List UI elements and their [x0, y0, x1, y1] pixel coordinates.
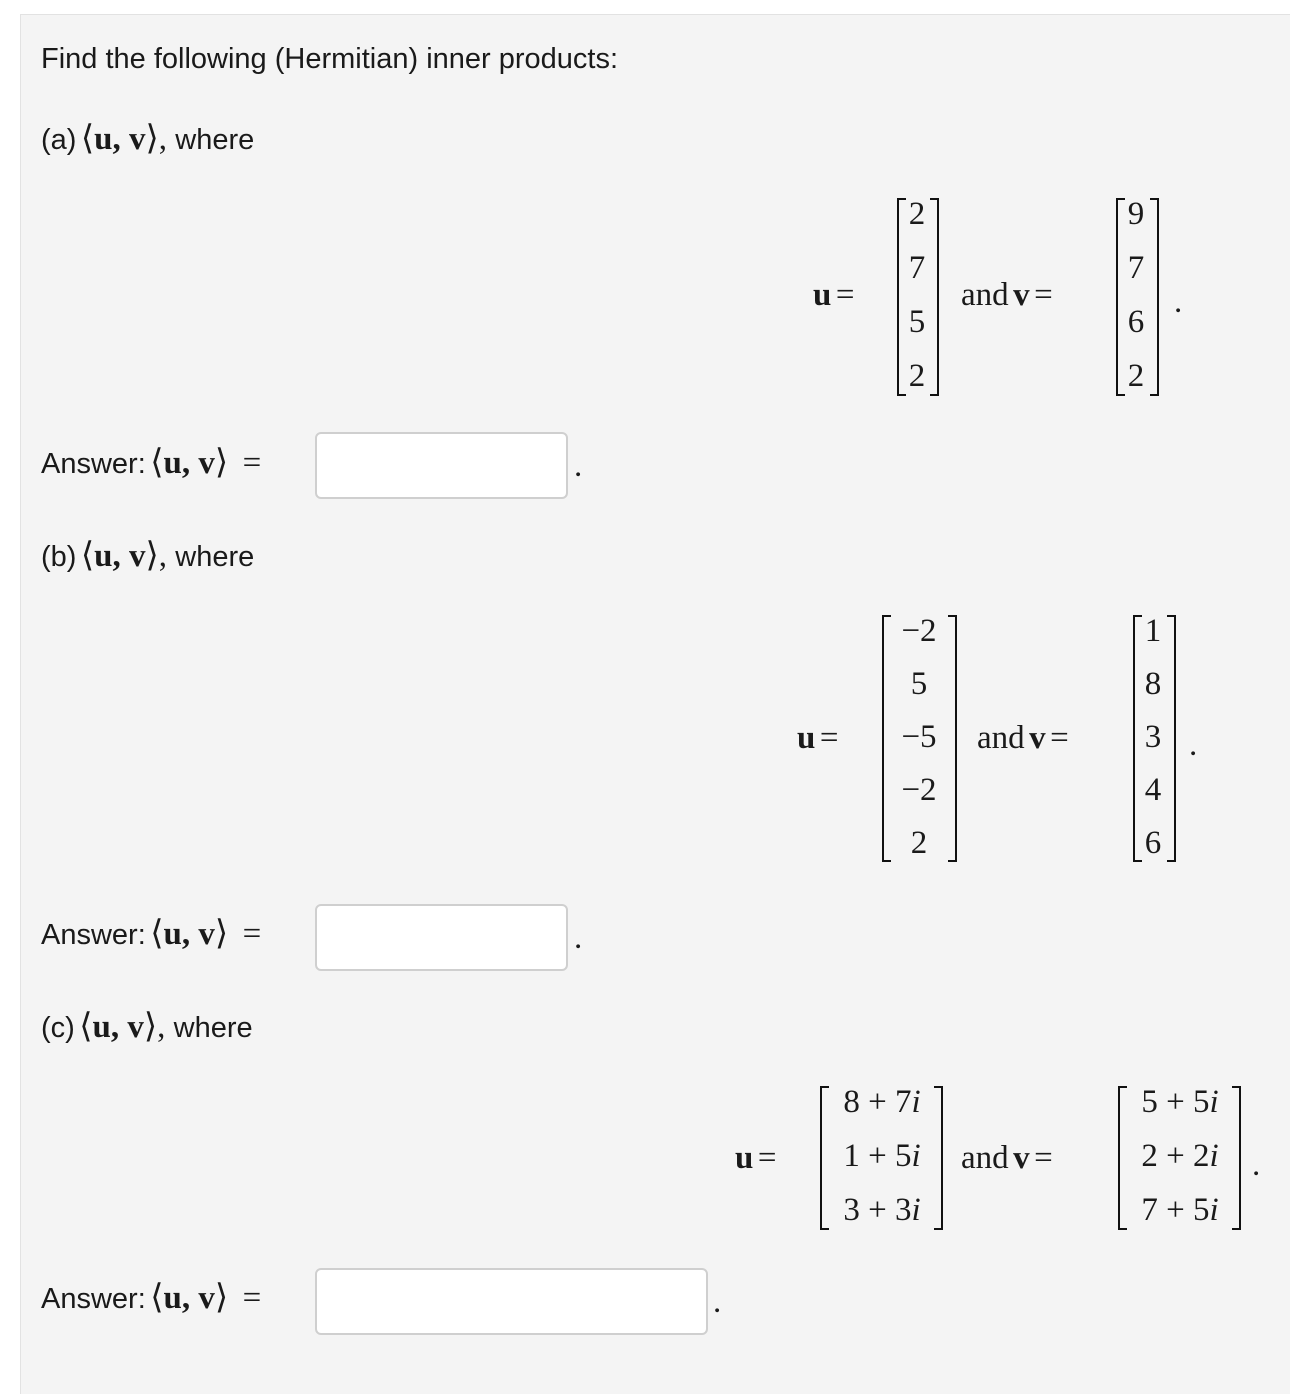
answer-text: Answer:: [41, 919, 146, 951]
vector-entry: 3: [1144, 719, 1162, 755]
bracket-right: [1232, 1086, 1241, 1230]
equals-sign: =: [835, 277, 855, 313]
comma-symbol: ,: [181, 1280, 199, 1316]
period: .: [574, 920, 583, 956]
part-label: (c): [41, 1012, 75, 1044]
left-angle-symbol: ⟨: [80, 118, 95, 158]
question-panel: [20, 14, 1290, 1394]
part-b-heading: [41, 535, 254, 575]
bracket-right: [948, 615, 957, 862]
u-symbol: u: [163, 445, 182, 481]
plus-sign: +: [1166, 1192, 1185, 1228]
vector-entry: 6: [1127, 304, 1145, 340]
comma-symbol: ,: [158, 538, 176, 574]
v-symbol: v: [1013, 277, 1030, 313]
right-angle-symbol: ⟩: [214, 1277, 229, 1317]
equals-sign: =: [819, 720, 839, 756]
answer-text: Answer:: [41, 448, 146, 480]
real-part: 1: [843, 1138, 860, 1174]
equals-sign: =: [242, 1280, 262, 1316]
right-angle-symbol: ⟩: [145, 118, 159, 158]
part-c-heading: [41, 1006, 253, 1046]
real-part: 7: [1141, 1192, 1158, 1228]
vector-entry: −2: [901, 772, 937, 808]
imag-unit: i: [911, 1084, 921, 1120]
and-text: and: [961, 1140, 1009, 1176]
vector-entry: 7: [1127, 250, 1145, 286]
vector-entry: [1124, 1140, 1236, 1173]
comma-symbol: ,: [112, 538, 130, 574]
imag-coefficient: 2: [1192, 1138, 1210, 1174]
left-angle-symbol: ⟨: [150, 1277, 164, 1317]
vector-entry: 2: [1127, 358, 1145, 394]
answer-label-c: [41, 1277, 261, 1317]
u-symbol: u: [735, 1140, 754, 1176]
u-equals: [813, 277, 854, 314]
right-angle-symbol: ⟩: [145, 535, 159, 575]
vector-entry: 2: [910, 825, 928, 861]
right-angle-symbol: ⟩: [143, 1006, 158, 1046]
v-symbol: v: [1029, 720, 1046, 756]
vector-entry: −2: [901, 613, 937, 649]
u-equals: [797, 720, 838, 757]
imag-unit: i: [911, 1138, 921, 1174]
vector-entry: 8: [1144, 666, 1162, 702]
u-symbol: u: [92, 1009, 111, 1045]
answer-text: Answer:: [41, 1283, 146, 1315]
vector-entry: 5: [910, 666, 928, 702]
vector-entry: [1124, 1086, 1236, 1119]
and-text: and: [977, 720, 1025, 756]
equals-sign: =: [757, 1140, 777, 1176]
and-text: and: [961, 277, 1009, 313]
real-part: 2: [1141, 1138, 1158, 1174]
period: .: [574, 448, 583, 484]
vector-entry: 2: [908, 196, 926, 232]
and-v-equals: [961, 1140, 1053, 1177]
imag-unit: i: [1209, 1138, 1219, 1174]
vector-entry: 1: [1144, 613, 1162, 649]
bracket-right: [930, 198, 939, 396]
imag-coefficient: 5: [1192, 1192, 1210, 1228]
equals-sign: =: [242, 445, 262, 481]
u-symbol: u: [94, 538, 113, 574]
answer-label-b: [41, 913, 261, 953]
vector-entry: 6: [1144, 825, 1162, 861]
vector-entry: 5: [908, 304, 926, 340]
u-symbol: u: [94, 121, 113, 157]
and-v-equals: [961, 277, 1053, 314]
answer-input-c[interactable]: [315, 1268, 708, 1335]
vector-entry: [826, 1194, 938, 1227]
where-text: where: [175, 124, 255, 156]
equals-sign: =: [1034, 277, 1053, 313]
imag-unit: i: [1209, 1192, 1219, 1228]
v-symbol: v: [129, 538, 146, 574]
bracket-right: [934, 1086, 943, 1230]
u-symbol: u: [797, 720, 816, 756]
u-symbol: u: [813, 277, 832, 313]
plus-sign: +: [868, 1084, 887, 1120]
v-symbol: v: [1013, 1140, 1030, 1176]
u-equals: [735, 1140, 776, 1177]
vector-entry: [826, 1140, 938, 1173]
v-symbol: v: [198, 1280, 215, 1316]
plus-sign: +: [1166, 1138, 1185, 1174]
v-symbol: v: [198, 445, 215, 481]
imag-coefficient: 3: [894, 1192, 912, 1228]
comma-symbol: ,: [112, 121, 130, 157]
question-intro: Find the following (Hermitian) inner products:: [41, 43, 619, 75]
part-label: (b): [41, 541, 77, 573]
period: .: [1189, 727, 1198, 763]
part-a-heading: [41, 118, 254, 158]
u-symbol: u: [163, 1280, 182, 1316]
and-v-equals: [977, 720, 1069, 757]
imag-coefficient: 5: [894, 1138, 912, 1174]
plus-sign: +: [1166, 1084, 1185, 1120]
real-part: 5: [1141, 1084, 1158, 1120]
left-angle-symbol: ⟨: [150, 913, 164, 953]
plus-sign: +: [868, 1192, 887, 1228]
imag-unit: i: [911, 1192, 921, 1228]
v-symbol: v: [129, 121, 146, 157]
right-angle-symbol: ⟩: [214, 442, 229, 482]
imag-unit: i: [1209, 1084, 1219, 1120]
comma-symbol: ,: [158, 121, 176, 157]
right-angle-symbol: ⟩: [214, 913, 229, 953]
answer-input-b[interactable]: [315, 904, 568, 971]
comma-symbol: ,: [110, 1009, 128, 1045]
where-text: where: [173, 1012, 253, 1044]
imag-coefficient: 5: [1192, 1084, 1210, 1120]
plus-sign: +: [868, 1138, 887, 1174]
v-symbol: v: [127, 1009, 144, 1045]
left-angle-symbol: ⟨: [80, 535, 95, 575]
vector-entry: 7: [908, 250, 926, 286]
vector-entry: [826, 1086, 938, 1119]
comma-symbol: ,: [157, 1009, 174, 1045]
period: .: [713, 1284, 722, 1320]
period: .: [1252, 1147, 1261, 1183]
where-text: where: [175, 541, 255, 573]
vector-entry: 2: [908, 358, 926, 394]
answer-input-a[interactable]: [315, 432, 568, 499]
v-symbol: v: [198, 916, 215, 952]
vector-entry: [1124, 1194, 1236, 1227]
bracket-right: [1150, 198, 1159, 396]
vector-entry: 9: [1127, 196, 1145, 232]
imag-coefficient: 7: [894, 1084, 912, 1120]
period: .: [1174, 284, 1183, 320]
comma-symbol: ,: [181, 445, 199, 481]
real-part: 3: [843, 1192, 860, 1228]
answer-label-a: [41, 442, 261, 482]
left-angle-symbol: ⟨: [79, 1006, 93, 1046]
real-part: 8: [843, 1084, 860, 1120]
part-label: (a): [41, 124, 77, 156]
u-symbol: u: [163, 916, 182, 952]
equals-sign: =: [1034, 1140, 1053, 1176]
equals-sign: =: [242, 916, 262, 952]
comma-symbol: ,: [181, 916, 199, 952]
vector-entry: −5: [901, 719, 937, 755]
equals-sign: =: [1050, 720, 1069, 756]
bracket-right: [1167, 615, 1176, 862]
left-angle-symbol: ⟨: [150, 442, 164, 482]
vector-entry: 4: [1144, 772, 1162, 808]
